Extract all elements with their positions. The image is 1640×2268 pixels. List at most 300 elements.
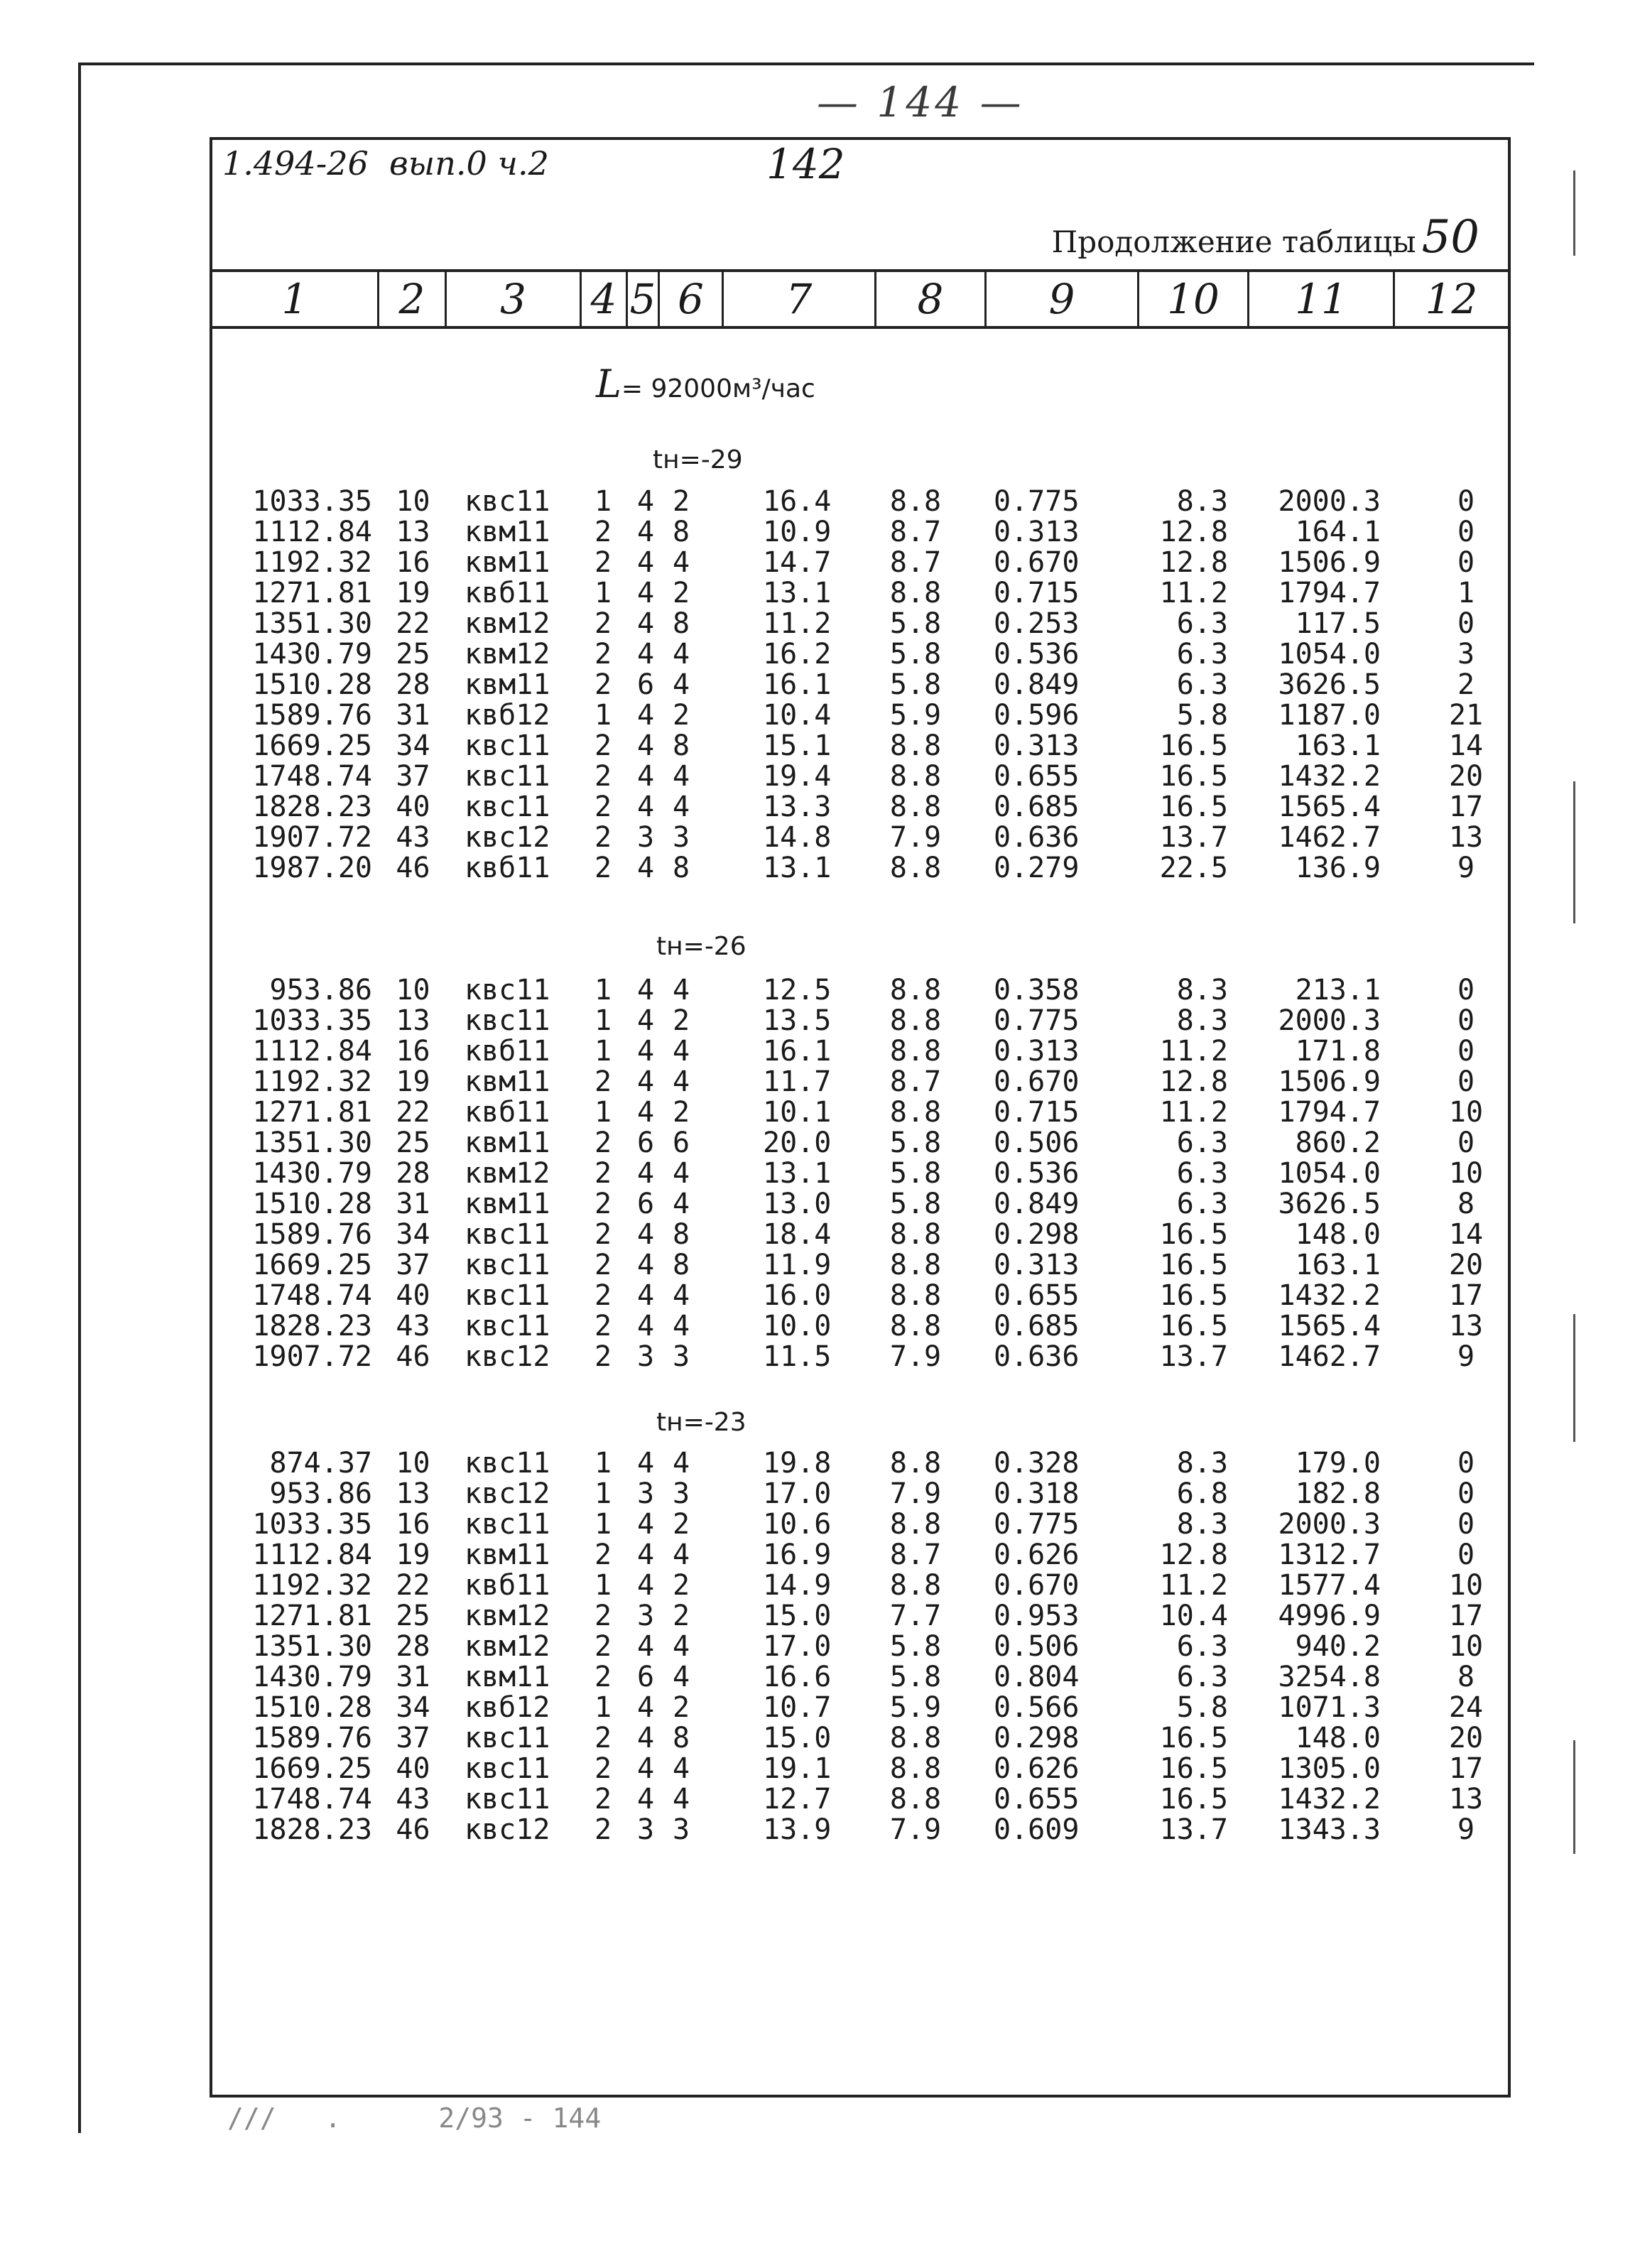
table-cell-col-7: 16.1 [763,1035,832,1068]
table-cell-col-4: 2 [594,1600,612,1632]
table-cell-col-10: 6.3 [1176,1127,1228,1159]
table-cell-col-1: 953.86 [269,1477,372,1510]
table-cell-col-3: квс12 [465,1477,550,1510]
column-number-11: 11 [1249,272,1395,326]
table-cell-col-5: 3 [636,1600,655,1632]
table-cell-col-5: 4 [636,729,655,762]
table-cell-col-12: 13 [1448,1310,1484,1342]
table-cell-col-9: 0.715 [994,1096,1080,1129]
table-cell-col-1: 1430.79 [252,638,372,671]
table-cell-col-1: 1748.74 [252,1783,372,1816]
table-cell-col-3: квс11 [465,1508,550,1541]
table-cell-col-12: 0 [1457,1508,1475,1541]
table-cell-col-6: 8 [672,729,690,762]
table-cell-col-3: квб11 [465,1569,550,1602]
table-cell-col-3: квс11 [465,1783,550,1816]
table-cell-col-9: 0.313 [994,1035,1080,1068]
table-cell-col-12: 17 [1448,1279,1484,1312]
table-cell-col-4: 2 [594,729,612,762]
table-cell-col-2: 43 [396,821,430,854]
table-cell-col-2: 28 [396,668,430,701]
table-cell-col-4: 1 [594,1691,612,1724]
table-cell-col-11: 1432.2 [1278,1783,1381,1816]
table-cell-col-5: 4 [636,577,655,609]
table-cell-col-7: 11.9 [763,1249,832,1281]
table-cell-col-4: 1 [594,1477,612,1510]
table-row [212,1509,1508,1540]
table-cell-col-11: 1577.4 [1278,1569,1381,1602]
table-cell-col-1: 1510.28 [252,1188,372,1220]
table-cell-col-12: 0 [1457,1477,1475,1510]
table-cell-col-9: 0.715 [994,577,1080,609]
table-cell-col-11: 163.1 [1295,729,1381,762]
table-cell-col-10: 13.7 [1159,1340,1228,1373]
table-cell-col-1: 1112.84 [252,516,372,548]
table-cell-col-9: 0.775 [994,1508,1080,1541]
table-cell-col-11: 1305.0 [1278,1752,1381,1785]
table-cell-col-10: 13.7 [1159,821,1228,854]
table-cell-col-2: 25 [396,1600,430,1632]
table-cell-col-2: 13 [396,1004,430,1037]
table-row [212,1601,1508,1632]
table-cell-col-8: 8.8 [889,1752,942,1785]
table-cell-col-9: 0.775 [994,1004,1080,1037]
table-cell-col-7: 12.7 [763,1783,832,1816]
table-cell-col-2: 19 [396,577,430,609]
table-cell-col-3: квм11 [465,1065,550,1098]
table-cell-col-4: 2 [594,821,612,854]
table-row [212,1159,1508,1189]
table-cell-col-3: квб11 [465,1096,550,1129]
table-cell-col-9: 0.775 [994,485,1080,518]
table-cell-col-9: 0.670 [994,546,1080,579]
table-cell-col-11: 1187.0 [1278,699,1381,732]
table-cell-col-12: 2 [1457,668,1475,701]
table-cell-col-4: 2 [594,607,612,640]
table-cell-col-8: 7.9 [889,1340,942,1373]
table-cell-col-12: 10 [1448,1157,1484,1190]
footer-stamp: /// . 2/93 - 144 [227,2102,602,2134]
table-cell-col-9: 0.313 [994,729,1080,762]
table-cell-col-5: 4 [636,1218,655,1251]
table-cell-col-3: квм11 [465,1661,550,1693]
table-cell-col-3: квс11 [465,974,550,1007]
table-cell-col-1: 1589.76 [252,1722,372,1754]
table-cell-col-12: 0 [1457,974,1475,1007]
table-cell-col-11: 164.1 [1295,516,1381,548]
table-cell-col-7: 19.4 [763,760,832,793]
table-cell-col-6: 4 [672,546,690,579]
table-cell-col-10: 11.2 [1159,577,1228,609]
table-cell-col-9: 0.313 [994,1249,1080,1281]
table-cell-col-9: 0.655 [994,1783,1080,1816]
table-cell-col-11: 860.2 [1295,1127,1381,1159]
table-cell-col-10: 13.7 [1159,1813,1228,1846]
table-cell-col-1: 1351.30 [252,1630,372,1663]
table-cell-col-7: 20.0 [763,1127,832,1159]
table-cell-col-2: 19 [396,1539,430,1571]
table-cell-col-12: 1 [1457,577,1475,609]
table-row [212,609,1508,639]
table-cell-col-10: 12.8 [1159,546,1228,579]
table-cell-col-9: 0.328 [994,1447,1080,1480]
table-row [212,1220,1508,1250]
table-cell-col-6: 2 [672,1508,690,1541]
table-cell-col-5: 4 [636,1447,655,1480]
table-cell-col-1: 1271.81 [252,1600,372,1632]
table-row [212,1189,1508,1220]
column-number-9: 9 [987,272,1139,326]
table-cell-col-10: 6.3 [1176,1661,1228,1693]
table-cell-col-3: квб12 [465,1691,550,1724]
table-cell-col-6: 3 [672,1340,690,1373]
table-cell-col-4: 1 [594,485,612,518]
table-cell-col-10: 16.5 [1159,1310,1228,1342]
column-number-3: 3 [447,272,582,326]
table-cell-col-8: 5.8 [889,1157,942,1190]
table-cell-col-2: 28 [396,1157,430,1190]
table-cell-col-12: 8 [1457,1188,1475,1220]
table-row [212,517,1508,548]
table-cell-col-5: 6 [636,1188,655,1220]
table-cell-col-8: 7.9 [889,1813,942,1846]
table-cell-col-3: квм12 [465,638,550,671]
table-cell-col-11: 2000.3 [1278,1004,1381,1037]
table-cell-col-3: квс11 [465,729,550,762]
table-cell-col-5: 4 [636,1157,655,1190]
table-cell-col-2: 43 [396,1310,430,1342]
table-cell-col-12: 0 [1457,1065,1475,1098]
table-cell-col-8: 5.8 [889,1127,942,1159]
table-row [212,1006,1508,1036]
column-number-6: 6 [660,272,724,326]
table-cell-col-2: 22 [396,607,430,640]
table-cell-col-1: 1748.74 [252,760,372,793]
table-cell-col-7: 10.6 [763,1508,832,1541]
table-cell-col-8: 5.8 [889,1188,942,1220]
table-cell-col-12: 20 [1448,1722,1484,1754]
table-cell-col-2: 16 [396,1035,430,1068]
table-cell-col-8: 8.8 [889,974,942,1007]
table-cell-col-10: 22.5 [1159,852,1228,884]
table-row [212,700,1508,731]
table-cell-col-11: 1432.2 [1278,1279,1381,1312]
table-cell-col-2: 25 [396,638,430,671]
table-cell-col-4: 2 [594,1188,612,1220]
table-cell-col-5: 4 [636,760,655,793]
table-cell-col-9: 0.609 [994,1813,1080,1846]
table-row [212,487,1508,517]
table-cell-col-8: 8.7 [889,516,942,548]
table-row [212,670,1508,700]
table-row [212,1693,1508,1723]
table-cell-col-6: 3 [672,1813,690,1846]
table-cell-col-12: 8 [1457,1661,1475,1693]
table-cell-col-10: 16.5 [1159,1752,1228,1785]
table-cell-col-1: 1271.81 [252,1096,372,1129]
table-cell-col-10: 6.3 [1176,668,1228,701]
table-row [212,1311,1508,1342]
table-cell-col-5: 4 [636,791,655,823]
section-title: tн=-26 [656,932,746,961]
table-cell-col-11: 2000.3 [1278,485,1381,518]
table-cell-col-2: 22 [396,1096,430,1129]
table-cell-col-8: 5.8 [889,638,942,671]
table-cell-col-2: 37 [396,1722,430,1754]
table-cell-col-5: 4 [636,546,655,579]
table-cell-col-1: 1430.79 [252,1661,372,1693]
table-cell-col-10: 5.8 [1176,699,1228,732]
table-cell-col-4: 2 [594,1752,612,1785]
table-row [212,1479,1508,1509]
table-cell-col-5: 4 [636,1569,655,1602]
document-code: 1.494-26 вып.0 ч.2 [222,144,549,183]
table-cell-col-1: 1907.72 [252,821,372,854]
table-cell-col-11: 182.8 [1295,1477,1381,1510]
table-row [212,1250,1508,1281]
table-cell-col-11: 1794.7 [1278,1096,1381,1129]
table-cell-col-6: 4 [672,760,690,793]
table-row [212,578,1508,609]
table-cell-col-1: 1351.30 [252,1127,372,1159]
table-cell-col-7: 16.2 [763,638,832,671]
table-cell-col-7: 15.1 [763,729,832,762]
table-cell-col-2: 34 [396,1691,430,1724]
table-cell-col-6: 3 [672,1477,690,1510]
column-number-4: 4 [582,272,628,326]
table-cell-col-7: 10.9 [763,516,832,548]
table-cell-col-9: 0.670 [994,1569,1080,1602]
table-cell-col-3: квс12 [465,1813,550,1846]
table-cell-col-3: квс11 [465,1752,550,1785]
table-cell-col-11: 1071.3 [1278,1691,1381,1724]
table-cell-col-11: 1794.7 [1278,577,1381,609]
table-cell-col-4: 2 [594,1630,612,1663]
table-cell-col-5: 4 [636,1065,655,1098]
table-cell-col-9: 0.636 [994,821,1080,854]
table-cell-col-2: 16 [396,1508,430,1541]
column-number-8: 8 [876,272,987,326]
table-cell-col-10: 6.3 [1176,1188,1228,1220]
table-cell-col-3: квб12 [465,699,550,732]
table-cell-col-1: 1430.79 [252,1157,372,1190]
table-cell-col-12: 10 [1448,1630,1484,1663]
table-cell-col-10: 5.8 [1176,1691,1228,1724]
table-row [212,1036,1508,1067]
table-cell-col-12: 0 [1457,1004,1475,1037]
table-cell-col-3: квм12 [465,1157,550,1190]
table-cell-col-4: 1 [594,577,612,609]
table-cell-col-8: 8.8 [889,1783,942,1816]
table-cell-col-4: 2 [594,852,612,884]
table-cell-col-7: 16.4 [763,485,832,518]
table-cell-col-4: 2 [594,1310,612,1342]
table-cell-col-6: 4 [672,1035,690,1068]
table-cell-col-6: 6 [672,1127,690,1159]
table-row [212,853,1508,884]
table-cell-col-3: квм11 [465,1539,550,1571]
table-cell-col-5: 4 [636,1279,655,1312]
table-cell-col-9: 0.313 [994,516,1080,548]
table-cell-col-8: 8.8 [889,1569,942,1602]
table-cell-col-12: 17 [1448,1600,1484,1632]
table-cell-col-5: 4 [636,516,655,548]
table-cell-col-11: 1054.0 [1278,638,1381,671]
table-cell-col-3: квс11 [465,1249,550,1281]
table-cell-col-5: 3 [636,1813,655,1846]
table-cell-col-1: 1192.32 [252,1065,372,1098]
table-cell-col-6: 4 [672,668,690,701]
table-cell-col-3: квб11 [465,852,550,884]
table-cell-col-8: 8.8 [889,1035,942,1068]
margin-mark [1573,1314,1575,1442]
table-cell-col-8: 5.8 [889,1661,942,1693]
table-cell-col-5: 4 [636,485,655,518]
table-cell-col-3: квм11 [465,1127,550,1159]
table-cell-col-6: 4 [672,1188,690,1220]
table-cell-col-1: 953.86 [269,974,372,1007]
table-cell-col-10: 8.3 [1176,974,1228,1007]
table-cell-col-12: 24 [1448,1691,1484,1724]
table-cell-col-12: 9 [1457,852,1475,884]
table-cell-col-4: 2 [594,1539,612,1571]
table-cell-col-2: 31 [396,699,430,732]
table-cell-col-2: 31 [396,1188,430,1220]
table-row [212,1754,1508,1784]
table-cell-col-10: 11.2 [1159,1096,1228,1129]
table-cell-col-2: 13 [396,516,430,548]
table-cell-col-5: 4 [636,852,655,884]
table-cell-col-4: 1 [594,974,612,1007]
table-cell-col-12: 0 [1457,546,1475,579]
table-cell-col-9: 0.298 [994,1218,1080,1251]
table-cell-col-1: 1828.23 [252,1813,372,1846]
table-row [212,731,1508,761]
column-number-1: 1 [212,272,379,326]
column-number-7: 7 [724,272,876,326]
table-cell-col-6: 8 [672,607,690,640]
table-cell-col-8: 8.7 [889,1539,942,1571]
table-cell-col-7: 13.1 [763,1157,832,1190]
table-cell-col-2: 31 [396,1661,430,1693]
table-cell-col-3: квм11 [465,546,550,579]
table-cell-col-6: 4 [672,1310,690,1342]
table-cell-col-3: квс12 [465,1340,550,1373]
table-row [212,1067,1508,1097]
table-cell-col-10: 8.3 [1176,1447,1228,1480]
table-cell-col-2: 10 [396,1447,430,1480]
table-row [212,1815,1508,1845]
table-row [212,1448,1508,1479]
table-cell-col-11: 117.5 [1295,607,1381,640]
margin-mark [1573,781,1575,923]
table-cell-col-7: 13.0 [763,1188,832,1220]
table-cell-col-3: квс11 [465,1279,550,1312]
table-cell-col-4: 2 [594,1065,612,1098]
table-cell-col-7: 10.0 [763,1310,832,1342]
table-cell-col-8: 7.9 [889,1477,942,1510]
table-row [212,823,1508,853]
table-cell-col-4: 2 [594,1722,612,1754]
table-cell-col-5: 4 [636,1004,655,1037]
table-row [212,1632,1508,1662]
table-cell-col-10: 8.3 [1176,1508,1228,1541]
table-cell-col-6: 4 [672,638,690,671]
table-cell-col-8: 7.7 [889,1600,942,1632]
table-cell-col-11: 1054.0 [1278,1157,1381,1190]
table-cell-col-2: 16 [396,546,430,579]
table-cell-col-3: квб11 [465,1035,550,1068]
table-row [212,1128,1508,1159]
table-cell-col-10: 8.3 [1176,485,1228,518]
table-cell-col-5: 3 [636,821,655,854]
table-row [212,1784,1508,1815]
table-cell-col-1: 874.37 [269,1447,372,1480]
table-cell-col-2: 40 [396,1752,430,1785]
table-cell-col-11: 213.1 [1295,974,1381,1007]
table-frame [210,137,1511,2098]
table-cell-col-2: 46 [396,1340,430,1373]
column-number-5: 5 [628,272,660,326]
table-cell-col-3: квм12 [465,1630,550,1663]
table-cell-col-9: 0.670 [994,1065,1080,1098]
table-cell-col-6: 4 [672,1157,690,1190]
table-row [212,761,1508,792]
table-cell-col-8: 8.8 [889,1249,942,1281]
table-row [212,548,1508,578]
table-cell-col-5: 4 [636,638,655,671]
table-cell-col-11: 3626.5 [1278,668,1381,701]
column-number-2: 2 [379,272,447,326]
airflow-label [596,362,815,406]
table-cell-col-1: 1828.23 [252,1310,372,1342]
table-cell-col-9: 0.536 [994,1157,1080,1190]
table-cell-col-6: 4 [672,1065,690,1098]
table-cell-col-11: 2000.3 [1278,1508,1381,1541]
table-cell-col-6: 2 [672,485,690,518]
table-cell-col-2: 37 [396,760,430,793]
table-cell-col-2: 10 [396,974,430,1007]
table-cell-col-1: 1987.20 [252,852,372,884]
table-cell-col-7: 19.1 [763,1752,832,1785]
table-cell-col-5: 6 [636,1661,655,1693]
table-cell-col-6: 8 [672,516,690,548]
table-cell-col-8: 5.8 [889,607,942,640]
table-cell-col-9: 0.655 [994,760,1080,793]
table-cell-col-5: 4 [636,1310,655,1342]
table-cell-col-2: 40 [396,791,430,823]
table-cell-col-7: 16.6 [763,1661,832,1693]
table-cell-col-11: 1506.9 [1278,546,1381,579]
table-cell-col-11: 1565.4 [1278,1310,1381,1342]
table-row [212,1570,1508,1601]
table-cell-col-8: 5.8 [889,1630,942,1663]
continuation-text: Продолжение таблицы [1051,224,1416,259]
table-cell-col-3: квм11 [465,1188,550,1220]
table-cell-col-8: 8.8 [889,791,942,823]
table-cell-col-10: 16.5 [1159,760,1228,793]
table-cell-col-11: 940.2 [1295,1630,1381,1663]
table-cell-col-4: 2 [594,546,612,579]
column-number-row [212,272,1508,329]
table-cell-col-9: 0.536 [994,638,1080,671]
table-cell-col-1: 1192.32 [252,546,372,579]
table-cell-col-7: 15.0 [763,1600,832,1632]
table-cell-col-8: 8.8 [889,1310,942,1342]
table-cell-col-11: 1343.3 [1278,1813,1381,1846]
table-cell-col-12: 10 [1448,1569,1484,1602]
table-cell-col-12: 0 [1457,1035,1475,1068]
